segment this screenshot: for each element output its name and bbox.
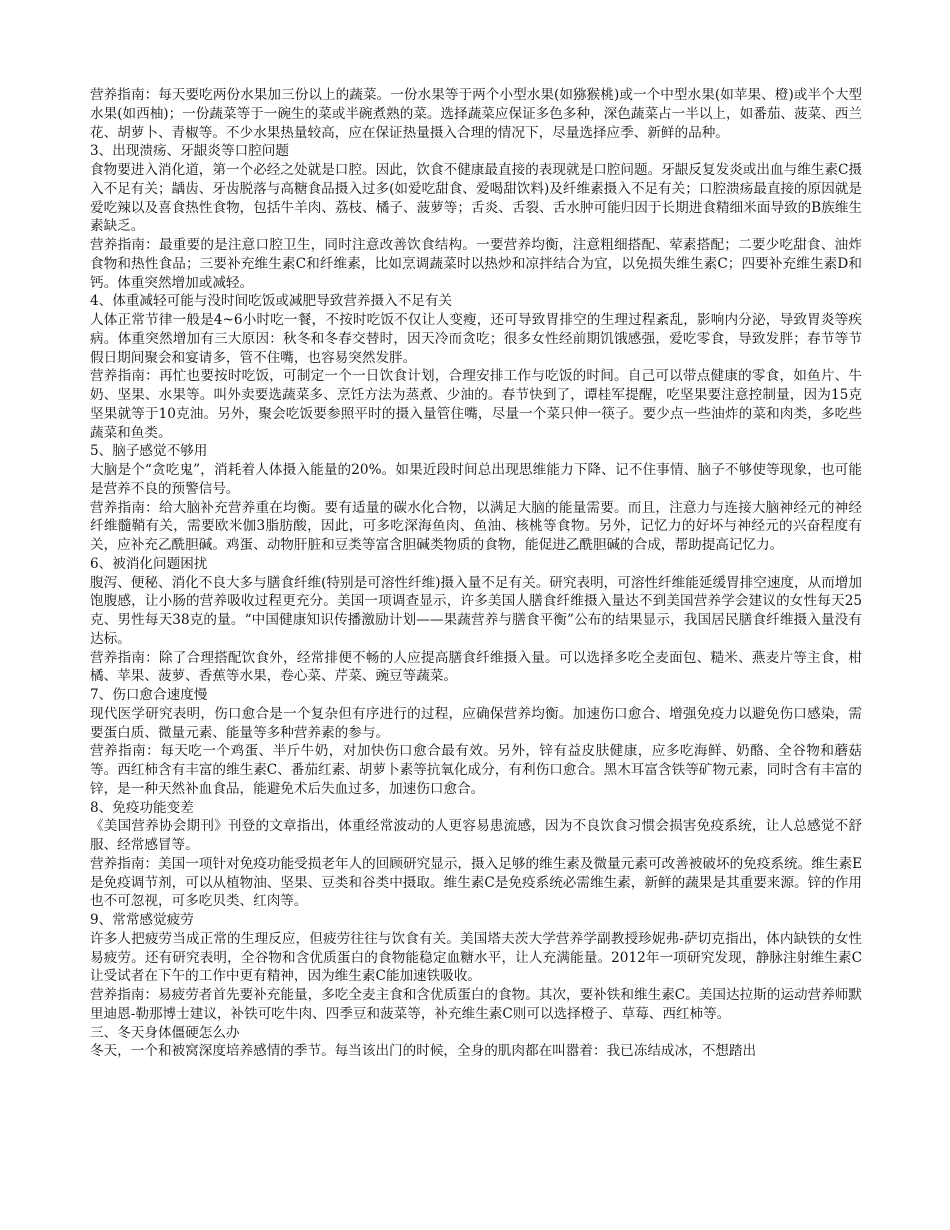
section-heading: 3、出现溃疡、牙龈炎等口腔问题: [90, 143, 289, 160]
section-heading: 8、免疫功能变差: [90, 799, 194, 816]
paragraph: 营养指南：除了合理搭配饮食外，经常排便不畅的人应提高膳食纤维摄入量。可以选择多吃全麦面包、糙米、燕麦片等主食，柑橘、苹果、菠萝、香蕉等水果，卷心菜、芹菜、豌豆等蔬菜。: [90, 649, 862, 685]
paragraph: 营养指南：每天吃一个鸡蛋、半斤牛奶，对加快伤口愈合最有效。另外，锌有益皮肤健康，应多吃海鲜、奶酪、全谷物和蘑菇等。西红柿含有丰富的维生素C、番茄红素、胡萝卜素等抗氧化成分，有利伤口愈合。黑木耳富含铁等矿物元素，同时含有丰富的锌，是一种天然补血食品，能避免术后失血过多，加速伤口愈合。: [90, 743, 862, 797]
paragraph: 冬天，一个和被窝深度培养感情的季节。每当该出门的时候，全身的肌肉都在叫嚣着：我已冻结成冰，不想踏出: [90, 1043, 757, 1060]
section-heading: 5、脑子感觉不够用: [90, 443, 208, 460]
paragraph: 营养指南：再忙也要按时吃饭，可制定一个一日饮食计划，合理安排工作与吃饭的时间。自己可以带点健康的零食，如鱼片、牛奶、坚果、水果等。叫外卖要选蔬菜多、烹饪方法为蒸煮、少油的。春节快到了，谭桂军提醒，吃坚果要注意控制量，因为15克坚果就等于10克油。另外，聚会吃饭要参照平时的摄入量管住嘴，尽量一个菜只伸一筷子。要少点一些油炸的菜和肉类，多吃些蔬菜和鱼类。: [90, 368, 862, 441]
paragraph: 人体正常节律一般是4~6小时吃一餐，不按时吃饭不仅让人变瘦，还可导致胃排空的生理过程紊乱，影响内分泌，导致胃炎等疾病。体重突然增加有三大原因：秋冬和冬春交替时，因天冷而贪吃；很多女性经前期饥饿感强，爱吃零食，导致发胖；春节等节假日期间聚会和宴请多，管不住嘴，也容易突然发胖。: [90, 312, 862, 366]
section-heading: 6、被消化问题困扰: [90, 555, 208, 572]
paragraph: 营养指南：最重要的是注意口腔卫生，同时注意改善饮食结构。一要营养均衡，注意粗细搭配、荤素搭配；二要少吃甜食、油炸食物和热性食品；三要补充维生素C和纤维素，比如烹调蔬菜时以热炒和凉拌结合为宜，以免损失维生素C；四要补充维生素D和钙。体重突然增加或减轻。: [90, 237, 862, 291]
paragraph: 《美国营养协会期刊》刊登的文章指出，体重经常波动的人更容易患流感，因为不良饮食习惯会损害免疫系统，让人总感觉不舒服、经常感冒等。: [90, 818, 862, 853]
section-heading: 7、伤口愈合速度慢: [90, 687, 208, 703]
section-heading: 三、冬天身体僵硬怎么办: [90, 1024, 240, 1041]
paragraph: 营养指南：易疲劳者首先要补充能量，多吃全麦主食和含优质蛋白的食物。其次，要补铁和维生素C。美国达拉斯的运动营养师默里迪恩-勒那博士建议，补铁可吃牛肉、四季豆和菠菜等，补充维生素C则可以选择橙子、草莓、西红柿等。: [90, 987, 862, 1022]
paragraph: 大脑是个“贪吃鬼”，消耗着人体摄入能量的20%。如果近段时间总出现思维能力下降、记不住事情、脑子不够使等现象，也可能是营养不良的预警信号。: [90, 462, 862, 497]
paragraph: 现代医学研究表明，伤口愈合是一个复杂但有序进行的过程，应确保营养均衡。加速伤口愈合、增强免疫力以避免伤口感染，需要蛋白质、微量元素、能量等多种营养素的参与。: [90, 705, 862, 741]
paragraph: 营养指南：美国一项针对免疫功能受损老年人的回顾研究显示，摄入足够的维生素及微量元素可改善被破坏的免疫系统。维生素E是免疫调节剂，可以从植物油、坚果、豆类和谷类中摄取。维生素C是免疫系统必需维生素，新鲜的蔬果是其重要来源。锌的作用也不可忽视，可多吃贝类、红肉等。: [90, 855, 862, 910]
document-page: [90, 86, 862, 1061]
paragraph: 腹泻、便秘、消化不良大多与膳食纤维(特别是可溶性纤维)摄入量不足有关。研究表明，可溶性纤维能延缓胃排空速度，从而增加饱腹感，让小肠的营养吸收过程更充分。美国一项调查显示，许多美国人膳食纤维摄入量达不到美国营养学会建议的女性每天25克、男性每天38克的量。“中国健康知识传播激励计划——果蔬营养与膳食平衡”公布的结果显示，我国居民膳食纤维摄入量没有达标。: [90, 574, 862, 647]
paragraph: 许多人把疲劳当成正常的生理反应，但疲劳往往与饮食有关。美国塔夫茨大学营养学副教授珍妮弗-萨切克指出，体内缺铁的女性易疲劳。还有研究表明，全谷物和含优质蛋白的食物能稳定血糖水平，让人充满能量。2012年一项研究发现，静脉注射维生素C让受试者在下午的工作中更有精神，因为维生素C能加速铁吸收。: [90, 930, 862, 985]
paragraph: 营养指南：每天要吃两份水果加三份以上的蔬菜。一份水果等于两个小型水果(如猕猴桃)或一个中型水果(如苹果、橙)或半个大型水果(如西柚)；一份蔬菜等于一碗生的菜或半碗煮熟的菜。选择蔬菜应保证多色多种，深色蔬菜占一半以上，如番茄、菠菜、西兰花、胡萝卜、青椒等。不少水果热量较高，应在保证热量摄入合理的情况下，尽量选择应季、新鲜的品种。: [90, 87, 862, 141]
section-heading: 9、常常感觉疲劳: [90, 912, 194, 928]
paragraph: 营养指南：给大脑补充营养重在均衡。要有适量的碳水化合物，以满足大脑的能量需要。而且，注意力与连接大脑神经元的神经纤维髓鞘有关，需要欧米伽3脂肪酸，因此，可多吃深海鱼肉、鱼油、核桃等食物。另外，记忆力的好坏与神经元的兴奋程度有关，应补充乙酰胆碱。鸡蛋、动物肝脏和豆类等富含胆碱类物质的食物，能促进乙酰胆碱的合成，帮助提高记忆力。: [90, 499, 862, 553]
paragraph: 食物要进入消化道，第一个必经之处就是口腔。因此，饮食不健康最直接的表现就是口腔问题。牙龈反复发炎或出血与维生素C摄入不足有关；龋齿、牙齿脱落与高糖食品摄入过多(如爱吃甜食、爱喝甜饮料)及纤维素摄入不足有关；口腔溃疡最直接的原因就是爱吃辣以及喜食热性食物，包括牛羊肉、荔枝、橘子、菠萝等；舌炎、舌裂、舌水肿可能归因于长期进食精细米面导致的B族维生素缺乏。: [90, 162, 862, 235]
section-heading: 4、体重减轻可能与没时间吃饭或减肥导致营养摄入不足有关: [90, 293, 453, 310]
